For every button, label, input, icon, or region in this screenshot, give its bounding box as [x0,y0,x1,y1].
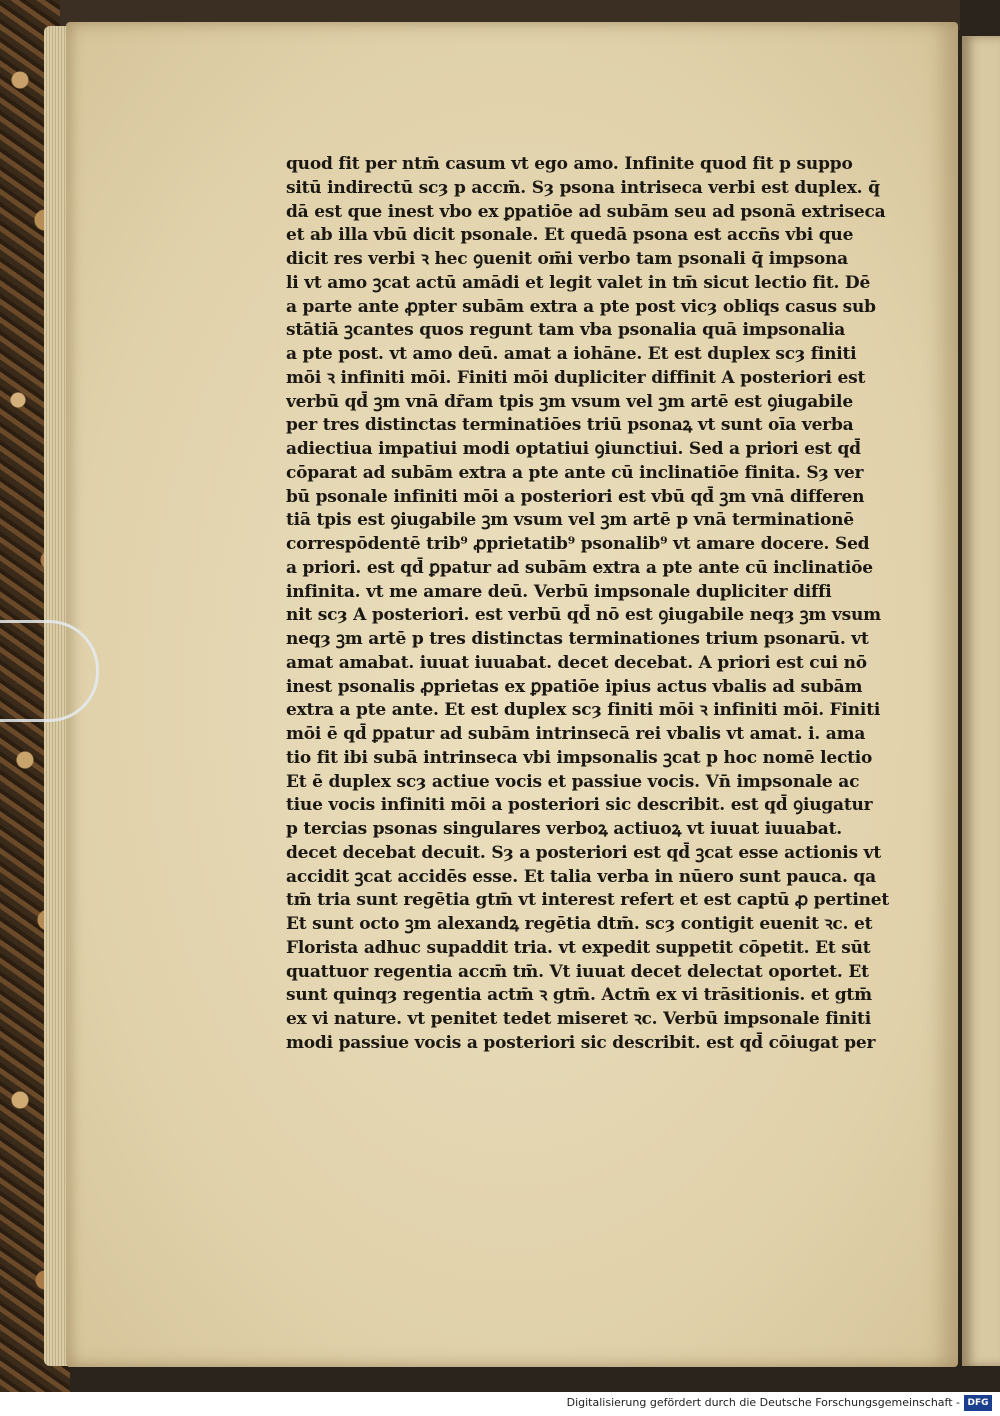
text-line: cōparat ad subām extra a pte ante cū inclinatiōe finita. Sȝ ver [286,462,864,483]
text-line: ex vi nature. vt penitet tedet miseret ꝛc. Verbū impsonale finiti [286,1009,871,1029]
text-line: neqȝ ꝫm artē p tres distinctas terminationes trium psonarū. vt [286,629,869,649]
text-line: Et sunt octo ꝫm alexandꝝ regētia dtm̄. scȝ contigit euenit ꝛc. et [286,914,873,934]
text-line: a parte ante ꝓpter subām extra a pte post vicȝ obliqs casus sub [286,296,876,317]
page-clip [0,620,99,722]
dfg-logo: DFG [964,1395,992,1411]
text-line: accidit ꝫcat accidēs esse. Et talia verba in nūero sunt pauca. qa [286,866,876,887]
text-line: tm̄ tria sunt regētia gtm̄ vt interest refert et est captū ꝓ pertinet [286,890,890,911]
footer-credit: Digitalisierung gefördert durch die Deutsche Forschungsgemeinschaft - [566,1396,960,1409]
text-line: dā est que inest vbo ex ꝑpatiōe ad subām seu ad psonā extriseca [286,201,886,222]
text-line: per tres distinctas terminatiōes triū psonaꝝ vt sunt oīa verba [286,415,854,436]
text-line: quattuor regentia accm̄ tm̄. Vt iuuat decet delectat oportet. Et [286,961,869,982]
text-line: et ab illa vbū dicit psonale. Et quedā psona est accn̄s vbi que [286,225,854,246]
text-line: amat amabat. iuuat iuuabat. decet decebat. A priori est cui nō [286,652,867,673]
text-line: a priori. est qd̄ ꝑpatur ad subām extra a pte ante cū inclinatiōe [286,557,873,578]
text-line: quod fit per ntm̄ casum vt ego amo. Infinite quod fit p suppo [286,154,853,174]
text-line: li vt amo ꝫcat actū amādi et legit valet in tm̄ sicut lectio fit. Dē [286,272,871,293]
text-line: nit scȝ A posteriori. est verbū qd̄ nō est ꝯiugabile neqȝ ꝫm vsum [286,605,881,626]
page-text [286,153,940,1056]
text-line: extra a pte ante. Et est duplex scȝ finiti mōi ꝛ infiniti mōi. Finiti [286,700,881,721]
text-line: Et ē duplex scȝ actiue vocis et passiue vocis. Vn̄ impsonale ac [286,771,860,792]
footer-bar [0,1392,1000,1416]
text-line: a pte post. vt amo deū. amat a iohāne. Et est duplex scȝ finiti [286,344,857,364]
text-line: sitū indirectū scȝ p accm̄. Sȝ psona intriseca verbi est duplex. q̄ [286,177,880,198]
text-line: correspōdentē trib⁹ ꝓprietatib⁹ psonalib⁹ vt amare docere. Sed [286,534,870,554]
text-line: decet decebat decuit. Sȝ a posteriori est qd̄ ꝫcat esse actionis vt [286,842,881,863]
text-line: inest psonalis ꝓprietas ex ꝑpatiōe ipius actus vbalis ad subām [286,676,863,697]
text-line: mōi ē qd̄ ꝑpatur ad subām intrinsecā rei vbalis vt amat. i. ama [286,724,866,744]
text-line: mōi ꝛ infiniti mōi. Finiti mōi dupliciter diffinit A posteriori est [286,367,866,388]
facing-page-edge [962,36,1000,1366]
text-line: modi passiue vocis a posteriori sic describit. est qd̄ cōiugat per [286,1032,876,1053]
text-line: tio fit ibi subā intrinseca vbi impsonalis ꝫcat p hoc nomē lectio [286,747,873,768]
text-line: Florista adhuc supaddit tria. vt expedit suppetit cōpetit. Et sūt [286,937,871,958]
text-line: tiue vocis infiniti mōi a posteriori sic describit. est qd̄ ꝯiugatur [286,795,873,816]
text-line: sunt quinqȝ regentia actm̄ ꝛ gtm̄. Actm̄ ex vi trāsitionis. et gtm̄ [286,985,872,1006]
text-line: bū psonale infiniti mōi a posteriori est vbū qd̄ ꝫm vnā differen [286,486,865,507]
text-line: tiā tpis est ꝯiugabile ꝫm vsum vel ꝫm artē p vnā terminationē [286,510,854,531]
text-line: stātiā ꝫcantes quos regunt tam vba psonalia quā impsonalia [286,320,846,341]
text-line: adiectiua impatiui modi optatiui ꝯiunctiui. Sed a priori est qd̄ [286,439,861,459]
text-line: p tercias psonas singulares verboꝝ actiuoꝝ vt iuuat iuuabat. [286,819,842,839]
text-line: verbū qd̄ ꝫm vnā dr̄am tpis ꝫm vsum vel ꝫm artē est ꝯiugabile [286,391,853,412]
text-line: dicit res verbi ꝛ hec ꝯuenit om̄i verbo tam psonali q̄ impsona [286,249,848,269]
text-line: infinita. vt me amare deū. Verbū impsonale dupliciter diffi [286,581,832,602]
